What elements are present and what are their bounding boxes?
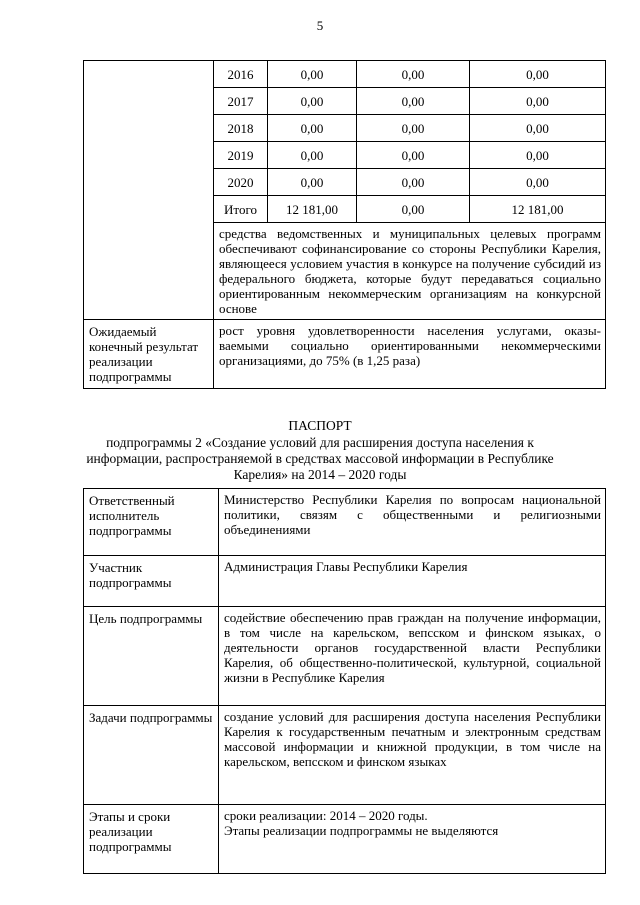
passport-label: Ответственный исполнитель подпрограммы	[84, 489, 219, 556]
page-number: 5	[316, 18, 324, 33]
passport-text-line: сроки реализации: 2014 – 2020 годы.	[224, 808, 428, 823]
passport-text	[219, 489, 606, 556]
value-cell: 0,00	[268, 115, 357, 142]
value-cell: 0,00	[470, 88, 606, 115]
result-label: Ожидаемый конечный результат реализации подпрограммы	[84, 320, 214, 389]
passport-text-line: содействие обеспечению прав граждан на получение информации, в том числе на карельском, вепсском и финском языках, о деятельности органов государственной власти Республики Карелия, об общественно-политической, культурной, социальной жизни в Республике Карелия	[224, 610, 601, 685]
passport-subtitle-1: подпрограммы 2 «Создание условий для расширения доступа населения к	[106, 435, 534, 450]
passport-row	[84, 706, 606, 805]
funding-note: средства ведомственных и муниципальных целевых программ обеспечивают софинансирование со стороны Республики Карелия, являющееся условием участия в конкурсе на получение субсидий из федерального бюджета, которые будут передаваться социально ориентированным некоммерческим организациям на конкурсной основе	[214, 223, 606, 320]
result-text: рост уровня удовлетворенности населения услугами, оказы-ваемыми социально ориентированными некоммерческими организациями, до 75% (в 1,25 раза)	[214, 320, 606, 389]
passport-text-line: Этапы реализации подпрограммы не выделяются	[224, 823, 499, 838]
year-cell: 2016	[214, 61, 268, 88]
value-cell: 0,00	[470, 142, 606, 169]
passport-subtitle-3: Карелия» на 2014 – 2020 годы	[233, 467, 407, 482]
value-cell: 12 181,00	[470, 196, 606, 223]
passport-row	[84, 805, 606, 874]
passport-text	[219, 706, 606, 805]
value-cell: 0,00	[470, 61, 606, 88]
passport-text-line: Министерство Республики Карелия по вопросам национальной политики, связям с общественными и религиозными объединениями	[224, 492, 601, 537]
value-cell: 0,00	[357, 115, 470, 142]
passport-text-line: Администрация Главы Республики Карелия	[224, 559, 468, 574]
value-cell: 0,00	[470, 169, 606, 196]
passport-row	[84, 556, 606, 607]
value-cell: 0,00	[357, 169, 470, 196]
passport-table	[83, 488, 606, 874]
passport-subtitle-2: информации, распространяемой в средствах массовой информации в Республике	[86, 451, 554, 466]
year-cell: 2017	[214, 88, 268, 115]
passport-label: Цель подпрограммы	[84, 607, 219, 706]
value-cell: 0,00	[268, 61, 357, 88]
passport-text	[219, 805, 606, 874]
year-cell: Итого	[214, 196, 268, 223]
year-cell: 2019	[214, 142, 268, 169]
value-cell: 0,00	[470, 115, 606, 142]
passport-label: Задачи подпрограммы	[84, 706, 219, 805]
funding-row	[84, 61, 606, 88]
passport-label: Участник подпрограммы	[84, 556, 219, 607]
value-cell: 0,00	[357, 142, 470, 169]
passport-row	[84, 607, 606, 706]
value-cell: 0,00	[268, 88, 357, 115]
year-cell: 2020	[214, 169, 268, 196]
passport-text	[219, 607, 606, 706]
value-cell: 0,00	[357, 196, 470, 223]
passport-label: Этапы и сроки реализации подпрограммы	[84, 805, 219, 874]
passport-text	[219, 556, 606, 607]
value-cell: 12 181,00	[268, 196, 357, 223]
value-cell: 0,00	[268, 142, 357, 169]
funding-table	[83, 60, 606, 389]
value-cell: 0,00	[357, 61, 470, 88]
year-cell: 2018	[214, 115, 268, 142]
passport-row	[84, 489, 606, 556]
passport-text-line: создание условий для расширения доступа населения Республики Карелия к государственным печатным и электронным средствам массовой информации и книжной продукции, в том числе на карельском, вепсском и финском языках	[224, 709, 601, 769]
passport-heading: ПАСПОРТ	[288, 418, 352, 433]
value-cell: 0,00	[357, 88, 470, 115]
value-cell: 0,00	[268, 169, 357, 196]
